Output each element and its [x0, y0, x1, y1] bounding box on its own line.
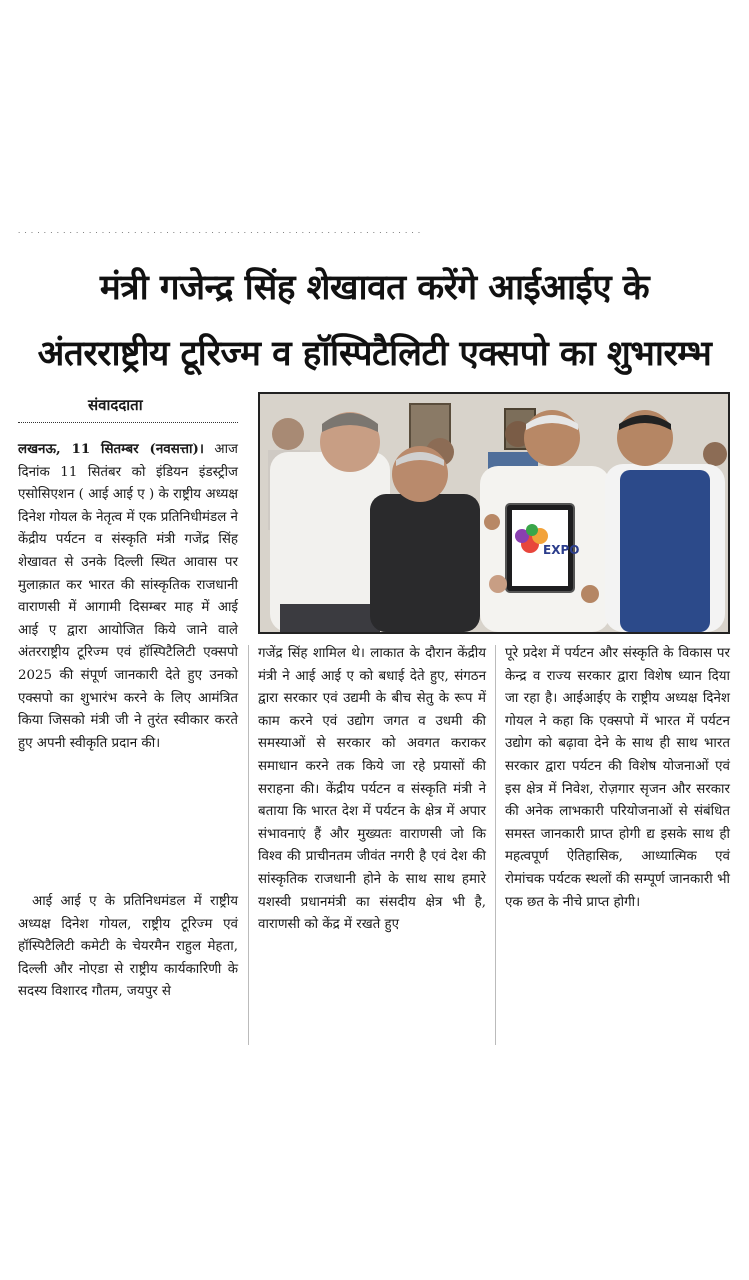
article-paragraph-1: आज दिनांक 11 सितंबर को इंडियन इंडस्ट्रीज एसोसिएशन ( आई आई ए ) के राष्ट्रीय अध्यक्ष दिनेश गोयल के नेतृत्व में एक प्रतिनिधीमंडल ने केंद्रीय पर्यटन व संस्कृति मंत्री गजेंद्र सिंह शेखावत से उनके दिल्ली स्थित आवास पर मुलाक़ात कर भारत की सांस्कृतिक राजधानी वाराणसी में आगामी दिसम्बर माह में आई आई ए द्वारा आयोजित किये जाने वाले अंतरराष्ट्रीय टूरिज्म एवं हॉस्पिटैलिटी एक्सपो 2025 की संपूर्ण जानकारी देते हुए उनको एक्सपो का शुभारंभ करने के लिए आमंत्रित किया जिसको मंत्री जी ने तुरंत स्वीकार करते हुए अपनी स्वीकृति प्रदान की। [18, 442, 238, 751]
news-photo [258, 392, 730, 634]
previous-article-fragment: · · · · · · · · · · · · · · · · · · · · · · · · · · · · · · · · · · · · · · · · · · · · · · · · · · · · · · · · · · · · · · · [18, 229, 422, 237]
column-divider [495, 645, 496, 1045]
headline-line-2: अंतरराष्ट्रीय टूरिज्म व हॉस्पिटैलिटी एक्सपो का शुभारम्भ [37, 334, 712, 374]
plaque-expo-text: EXPO [543, 543, 580, 557]
article-column-1-top [18, 438, 238, 755]
headline-line-1: मंत्री गजेन्द्र सिंह शेखावत करेंगे आईआईए के [99, 268, 650, 308]
article-column-3-text: पूरे प्रदेश में पर्यटन और संस्कृति के विकास पर केन्द्र व राज्य सरकार द्वारा विशेष ध्यान दिया जा रहा है। आईआईए के राष्ट्रीय अध्यक्ष दिनेश गोयल ने कहा कि एक्सपो में भारत में पर्यटन उद्योग को बढ़ावा देने के साथ ही साथ भारत सरकार द्वारा पर्यटन की विशेष योजनाओं एवं इस क्षेत्र में निवेश, रोज़गार सृजन और सरकार की अनेक लाभकारी परियोजनाओं से संबंधित समस्त जानकारी प्राप्त होगी द्य इसके साथ ही महत्वपूर्ण ऐतिहासिक, आध्यात्मिक एवं रोमांचक पर्यटक स्थलों की सम्पूर्ण जानकारी भी एक छत के नीचे प्राप्त होगी। [505, 646, 730, 910]
column-divider [248, 645, 249, 1045]
article-column-3 [505, 643, 730, 914]
byline: संवाददाता [88, 396, 143, 414]
photo-illustration [260, 394, 728, 632]
dateline: लखनऊ, 11 सितम्बर (नवसत्ता)। [18, 441, 204, 457]
byline-divider [18, 422, 238, 423]
article-column-1-bottom [18, 891, 238, 1004]
article-column-2 [258, 643, 486, 937]
article-paragraph-2: आई आई ए के प्रतिनिधमंडल में राष्ट्रीय अध्यक्ष दिनेश गोयल, राष्ट्रीय टूरिज्म एवं हॉस्पिटैलिटी कमेटी के चेयरमैन राहुल मेहता, दिल्ली और नोएडा से राष्ट्रीय कार्यकारिणी के सदस्य विशारद गौतम, जयपुर से [18, 894, 238, 1000]
article-column-2-text: गजेंद्र सिंह शामिल थे। लाकात के दौरान केंद्रीय मंत्री ने आई आई ए को बधाई देते हुए, संगठन द्वारा सरकार एवं उद्यमी के बीच सेतु के रूप में काम करने एवं उद्योग जगत व उधमी की समस्याओं से सरकार को अवगत कराकर समाधान करने तक किये जा रहे प्रयासों की सराहना की। केंद्रीय पर्यटन व संस्कृति मंत्री ने बताया कि भारत देश में पर्यटन के क्षेत्र में अपार संभावनाएं हैं और मुख्यतः वाराणसी जो कि विश्व की प्राचीनतम जीवंत नगरी है एवं देश की सांस्कृतिक राजधानी होने के साथ साथ हमारे यशस्वी प्रधानमंत्री का संसदीय क्षेत्र भी है, वाराणसी को केंद्र में रखते हुए [258, 646, 486, 933]
